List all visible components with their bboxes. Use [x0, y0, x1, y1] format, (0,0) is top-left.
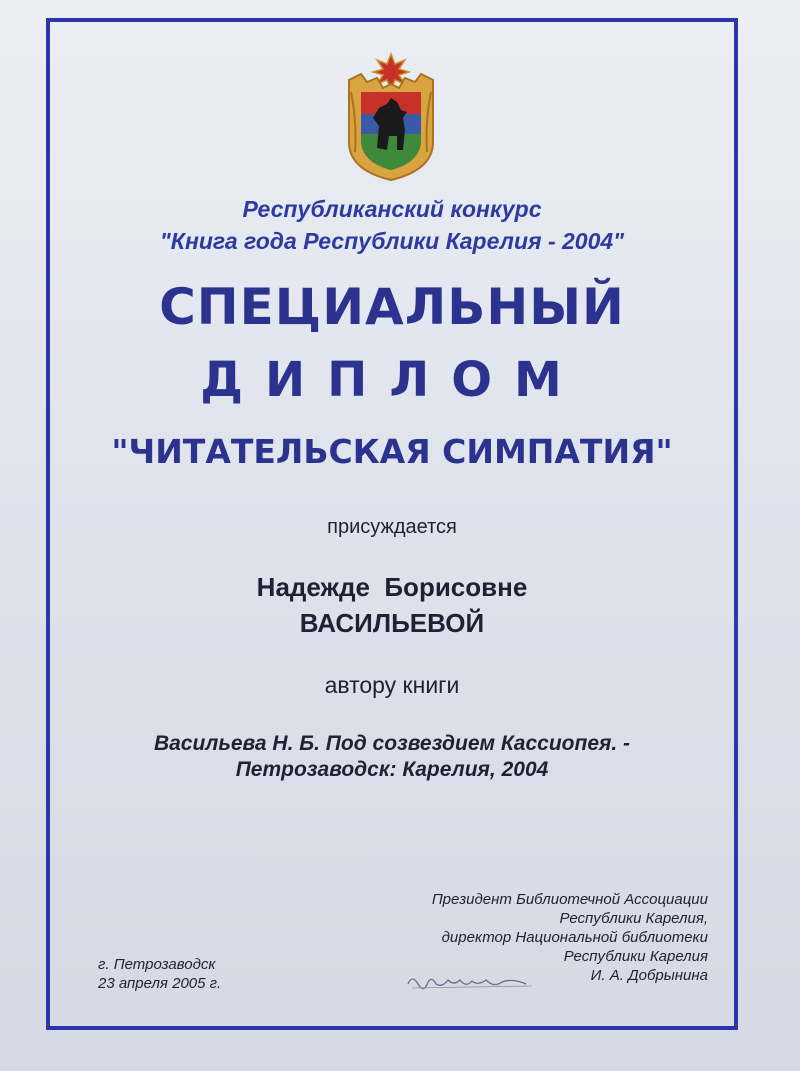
signer-name: И. А. Добрынина — [590, 967, 708, 984]
karelia-coat-of-arms-icon — [343, 52, 439, 182]
place: г. Петрозаводск — [98, 956, 216, 973]
diploma-title-special: СПЕЦИАЛЬНЫЙ — [159, 278, 625, 336]
handwritten-signature — [402, 966, 542, 996]
recipient-first-names: Надежде Борисовне — [256, 572, 528, 602]
signer-line: Президент Библиотечной Ассоциации — [431, 891, 708, 908]
date: 23 апреля 2005 г. — [98, 975, 222, 992]
author-of-book-text: автору книги — [324, 672, 460, 698]
signer-line: директор Национальной библиотеки — [441, 929, 708, 946]
awarded-text: присуждается — [327, 516, 457, 538]
diploma-title-diploma: ДИПЛОМ — [200, 352, 584, 408]
nomination-title: "ЧИТАТЕЛЬСКАЯ СИМПАТИЯ" — [111, 432, 673, 471]
contest-label: Республиканский конкурс — [242, 196, 542, 222]
signer-line: Республики Карелия, — [559, 910, 708, 927]
recipient-surname: ВАСИЛЬЕВОЙ — [299, 608, 485, 638]
contest-name: "Книга года Республики Карелия - 2004" — [159, 228, 625, 254]
book-citation-line-2: Петрозаводск: Карелия, 2004 — [235, 758, 549, 781]
book-citation-line-1: Васильева Н. Б. Под созвездием Кассиопея. - — [153, 732, 631, 755]
signer-line: Республики Карелия — [563, 948, 708, 965]
place-date-block — [98, 955, 221, 993]
